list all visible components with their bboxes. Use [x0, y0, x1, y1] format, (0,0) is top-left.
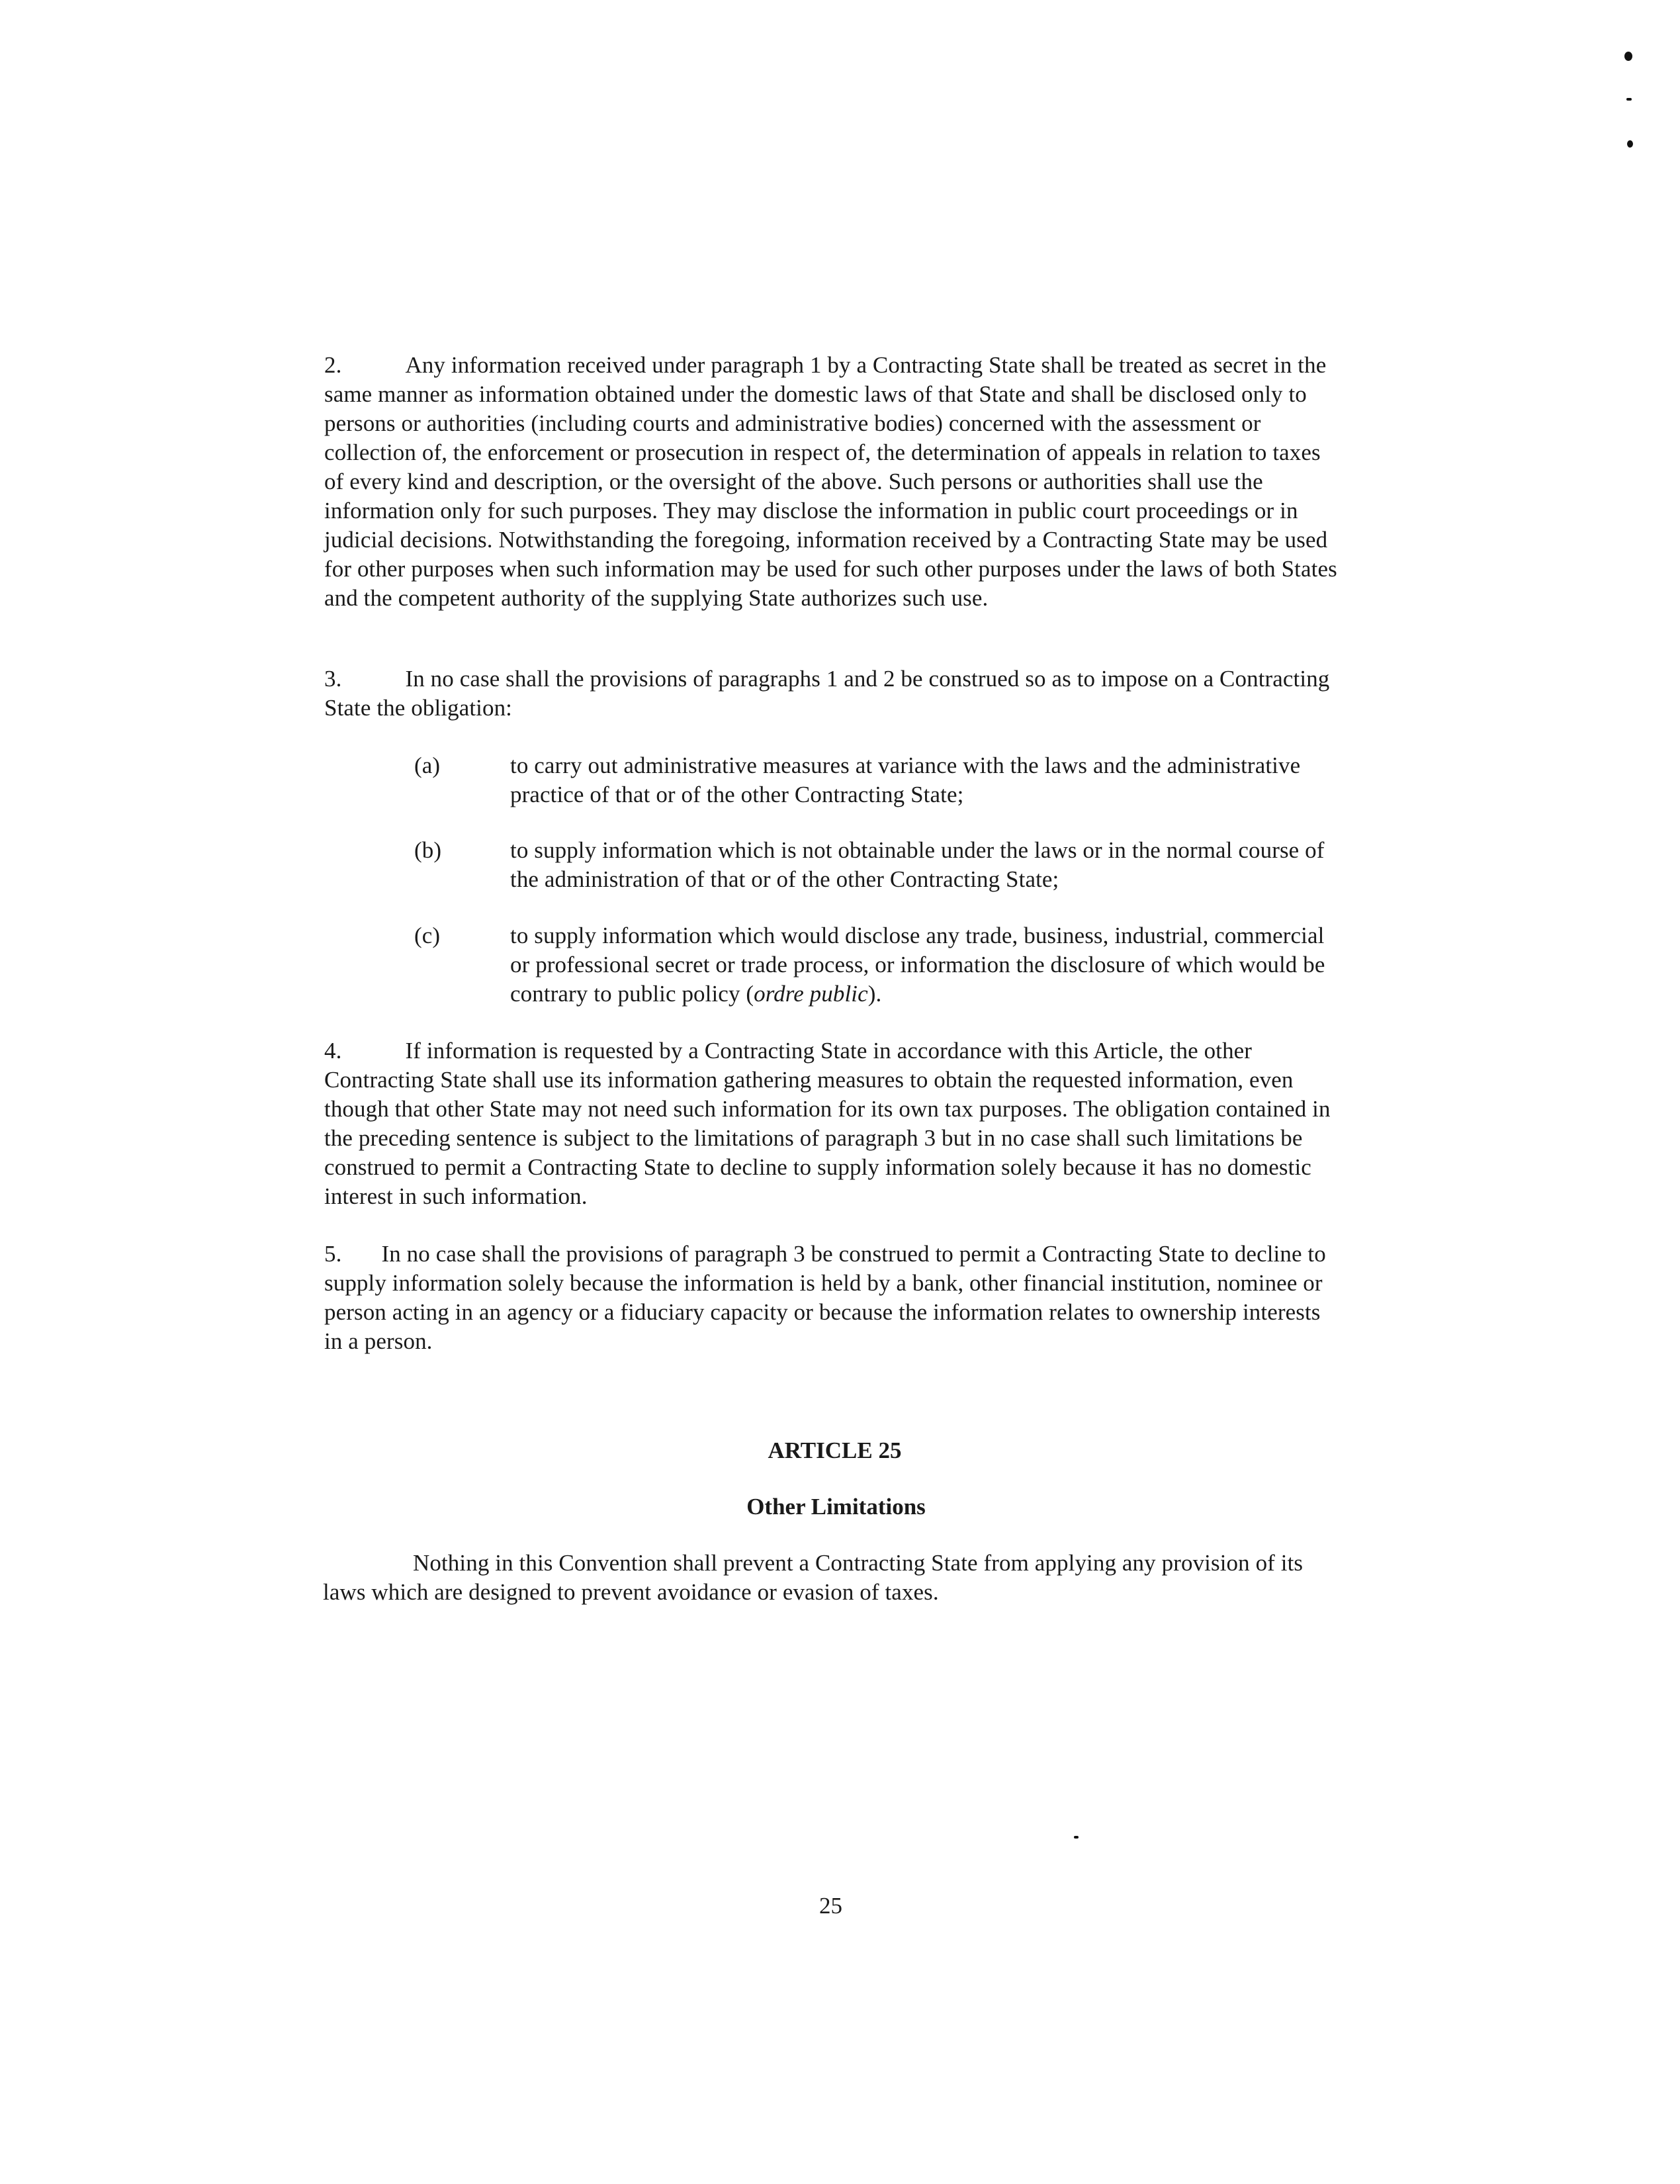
scan-speck — [1074, 1836, 1079, 1839]
sub-item-label: (b) — [414, 837, 442, 863]
paragraph-number: 5. — [324, 1241, 342, 1267]
sub-item-text: to carry out administrative measures at variance with the laws and the administrative practice of that or of the other Contracting State; — [510, 752, 1301, 807]
sub-item-label: (a) — [414, 752, 441, 778]
paragraph-number: 4. — [324, 1038, 342, 1064]
article-title: ARTICLE 25 — [768, 1437, 902, 1463]
sub-item-text: to supply information which is not obtainable under the laws or in the normal course of the administration of that or of the other Contracting State; — [510, 837, 1325, 892]
paragraph-number: 3. — [324, 666, 342, 692]
paragraph-text: In no case shall the provisions of paragraphs 1 and 2 be construed so as to impose on a Contracting State the obligation: — [324, 666, 1330, 721]
sub-item-label: (c) — [414, 923, 441, 948]
scan-speck — [1627, 140, 1633, 148]
sub-item-b — [414, 836, 1347, 894]
paragraph-number: 2. — [324, 352, 342, 378]
scan-speck — [1626, 98, 1632, 101]
paragraph-3 — [324, 664, 1343, 723]
paragraph-2 — [324, 351, 1343, 613]
scan-speck — [1624, 52, 1632, 61]
paragraph-5 — [324, 1240, 1343, 1356]
sub-item-text: to supply information which would disclose any trade, business, industrial, commercial or professional secret or trade process, or information the disclosure of which would be contrary to public policy ( — [510, 923, 1325, 1007]
article-subtitle: Other Limitations — [746, 1494, 926, 1520]
sub-item-c — [414, 921, 1347, 1009]
paragraph-text: If information is requested by a Contracting State in accordance with this Article, the other Contracting State shall use its information gathering measures to obtain the requested information, even though that other State may not need such information for its own tax purposes. The obligation contained in the preceding sentence is subject to the limitations of paragraph 3 but in no case shall such limitations be construed to permit a Contracting State to decline to supply information solely because it has no domestic interest in such information. — [324, 1038, 1331, 1209]
article-text: Nothing in this Convention shall prevent a Contracting State from applying any provision of its laws which are designed to prevent avoidance or evasion of taxes. — [323, 1550, 1304, 1605]
paragraph-4 — [324, 1036, 1343, 1211]
sub-item-italic: ordre public — [754, 981, 868, 1007]
sub-item-text-end: ). — [867, 981, 882, 1007]
paragraph-text: In no case shall the provisions of paragraph 3 be construed to permit a Contracting State to decline to supply information solely because the information is held by a bank, other financial institution, nominee or person acting in an agency or a fiduciary capacity or because the information relates to ownership interests in a person. — [324, 1241, 1326, 1354]
sub-item-a — [414, 751, 1347, 809]
sub-item-text-wrap — [510, 921, 1347, 1009]
page-number: 25 — [819, 1893, 842, 1919]
paragraph-text: Any information received under paragraph 1 by a Contracting State shall be treated as secret in the same manner as information obtained under the domestic laws of that State and shall be disclosed only to persons or authorities (including courts and administrative bodies) concerned with the assessment or collection of, the enforcement or prosecution in respect of, the determination of appeals in relation to taxes of every kind and description, or the oversight of the above. Such persons or authorities shall use the information only for such purposes. They may disclose the information in public court proceedings or in judicial decisions. Notwithstanding the foregoing, information received by a Contracting State may be used for other purposes when such information may be used for such other purposes under the laws of both States and the competent authority of the supplying State authorizes such use. — [324, 352, 1337, 611]
